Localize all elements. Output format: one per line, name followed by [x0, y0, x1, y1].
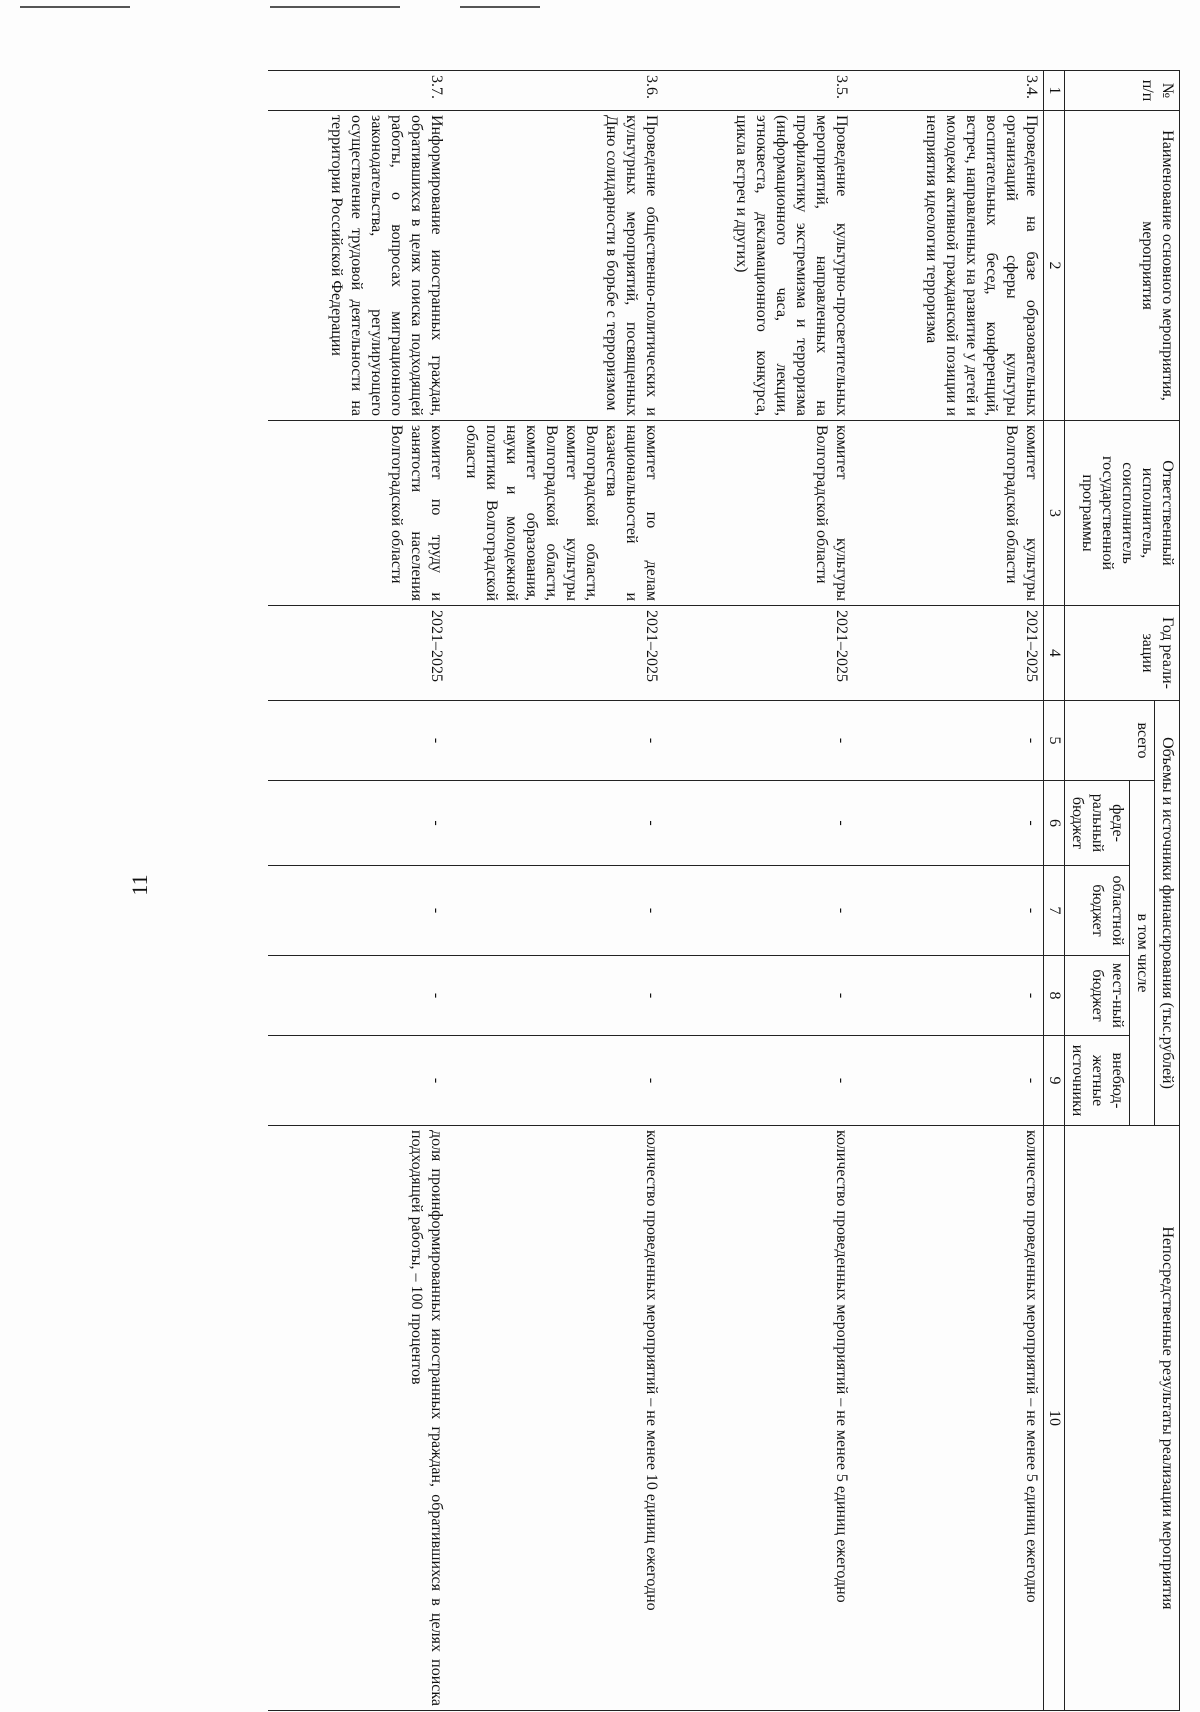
row-num: 3.4.	[854, 71, 1044, 111]
header-extra: внебюд-жетные источники	[1065, 1036, 1130, 1126]
column-number: 8	[1044, 956, 1065, 1036]
scan-edge-line	[460, 6, 540, 8]
row-executor: комитет по делам национальностей и казачества Волгоградской области, комитет культуры Волгоградской области, комитет образования, науки и молодежной политики Волгоградской области	[449, 421, 664, 606]
header-executor: Ответственный исполнитель, соисполнитель государственной программы	[1065, 421, 1180, 606]
row-result: количество проведенных мероприятий – не менее 10 единиц ежегодно	[449, 1126, 664, 1711]
header-total: всего	[1065, 701, 1155, 781]
row-result: количество проведенных мероприятий – не менее 5 единиц ежегодно	[664, 1126, 854, 1711]
header-funding-group: Объемы и источники финансирования (тыс.рублей)	[1155, 701, 1180, 1126]
row-total: -	[664, 701, 854, 781]
column-number: 2	[1044, 111, 1065, 421]
row-result: доля проинформированных иностранных граждан, обратившихся в целях поиска подходящей работы, – 100 процентов	[269, 1126, 449, 1711]
row-federal: -	[449, 781, 664, 866]
program-activities-table	[269, 70, 1181, 1711]
row-regional: -	[269, 866, 449, 956]
row-year: 2021–2025	[269, 606, 449, 701]
header-incl: в том числе	[1130, 781, 1155, 1126]
header-year: Год реали-зации	[1065, 606, 1180, 701]
row-local: -	[269, 956, 449, 1036]
column-number: 7	[1044, 866, 1065, 956]
row-extra: -	[449, 1036, 664, 1126]
column-number: 4	[1044, 606, 1065, 701]
table-row	[664, 71, 854, 1711]
row-executor: комитет культуры Волгоградской области	[664, 421, 854, 606]
header-federal: феде-ральный бюджет	[1065, 781, 1130, 866]
page-number: 11	[127, 874, 152, 896]
header-regional: областной бюджет	[1065, 866, 1130, 956]
row-total: -	[854, 701, 1044, 781]
row-num: 3.5.	[664, 71, 854, 111]
row-executor: комитет культуры Волгоградской области	[854, 421, 1044, 606]
row-name: Проведение культурно-просветительных мероприятий, направленных на профилактику экстремизма и терроризма (информационного часа, лекции, этноквеста, декламационного конкурса, цикла встреч и других)	[664, 111, 854, 421]
table-row	[854, 71, 1044, 1711]
header-local: мест-ный бюджет	[1065, 956, 1130, 1036]
column-number: 9	[1044, 1036, 1065, 1126]
row-executor: комитет по труду и занятости населения Волгоградской области	[269, 421, 449, 606]
row-extra: -	[664, 1036, 854, 1126]
row-year: 2021–2025	[854, 606, 1044, 701]
row-federal: -	[664, 781, 854, 866]
row-year: 2021–2025	[664, 606, 854, 701]
row-total: -	[269, 701, 449, 781]
row-extra: -	[854, 1036, 1044, 1126]
column-number: 6	[1044, 781, 1065, 866]
row-federal: -	[854, 781, 1044, 866]
row-federal: -	[269, 781, 449, 866]
row-regional: -	[664, 866, 854, 956]
row-extra: -	[269, 1036, 449, 1126]
rotated-table-sheet	[140, 70, 1180, 1710]
column-number-row	[1044, 71, 1065, 1711]
row-num: 3.6.	[449, 71, 664, 111]
row-name: Проведение общественно-политических и культурных мероприятий, посвященных Дню солидарности в борьбе с терроризмом	[449, 111, 664, 421]
row-year: 2021–2025	[449, 606, 664, 701]
column-number: 10	[1044, 1126, 1065, 1711]
header-results: Непосредственные результаты реализации мероприятия	[1065, 1126, 1180, 1711]
scan-edge-line	[270, 6, 400, 8]
scan-edge-line	[20, 6, 130, 8]
row-name: Информирование иностранных граждан, обратившихся в целях поиска подходящей работы, о вопросах миграционного законодательства, регулирующего осуществление трудовой деятельности на территории Российской Федерации	[269, 111, 449, 421]
row-num: 3.7.	[269, 71, 449, 111]
row-name: Проведение на базе образовательных организаций сферы культуры воспитательных бесед, конференций, встреч, направленных на развитие у детей и молодежи активной гражданской позиции и неприятия идеологии терроризма	[854, 111, 1044, 421]
column-number: 1	[1044, 71, 1065, 111]
row-total: -	[449, 701, 664, 781]
column-number: 5	[1044, 701, 1065, 781]
row-local: -	[664, 956, 854, 1036]
row-local: -	[854, 956, 1044, 1036]
header-num: № п/п	[1065, 71, 1180, 111]
header-name: Наименование основного мероприятия, мероприятия	[1065, 111, 1180, 421]
table-row	[269, 71, 449, 1711]
row-regional: -	[449, 866, 664, 956]
row-regional: -	[854, 866, 1044, 956]
column-number: 3	[1044, 421, 1065, 606]
table-row	[449, 71, 664, 1711]
row-result: количество проведенных мероприятий – не менее 5 единиц ежегодно	[854, 1126, 1044, 1711]
row-local: -	[449, 956, 664, 1036]
